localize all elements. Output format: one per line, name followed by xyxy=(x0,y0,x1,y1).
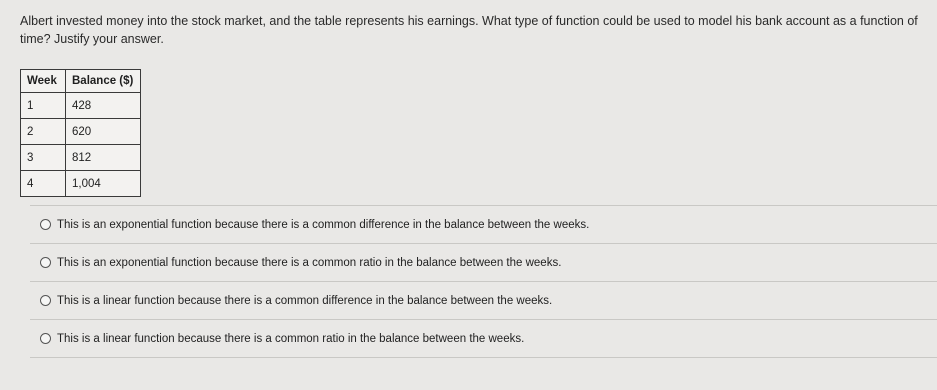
table-row xyxy=(21,145,141,171)
header-week: Week xyxy=(21,70,66,93)
cell-balance: 1,004 xyxy=(66,171,141,197)
answer-option-label: This is an exponential function because there is a common ratio in the balance between the weeks. xyxy=(57,256,562,269)
table-row xyxy=(21,119,141,145)
radio-button-icon[interactable] xyxy=(40,219,51,230)
cell-week: 1 xyxy=(21,93,66,119)
answer-option-4[interactable] xyxy=(30,319,937,358)
answer-options xyxy=(30,205,937,358)
cell-week: 4 xyxy=(21,171,66,197)
table-header-row xyxy=(21,70,141,93)
cell-week: 2 xyxy=(21,119,66,145)
cell-balance: 620 xyxy=(66,119,141,145)
answer-option-label: This is an exponential function because there is a common difference in the balance between the weeks. xyxy=(57,218,590,231)
answer-option-label: This is a linear function because there is a common difference in the balance between the weeks. xyxy=(57,294,553,307)
radio-button-icon[interactable] xyxy=(40,257,51,268)
answer-option-3[interactable] xyxy=(30,281,937,319)
radio-button-icon[interactable] xyxy=(40,295,51,306)
table-row xyxy=(21,93,141,119)
question-text: Albert invested money into the stock market, and the table represents his earnings. What type of function could be used to model his bank account as a function of time? Justify your answer. xyxy=(20,14,918,46)
cell-balance: 428 xyxy=(66,93,141,119)
cell-week: 3 xyxy=(21,145,66,171)
answer-option-label: This is a linear function because there is a common ratio in the balance between the weeks. xyxy=(57,332,525,345)
header-balance: Balance ($) xyxy=(66,70,141,93)
table-row xyxy=(21,171,141,197)
radio-button-icon[interactable] xyxy=(40,333,51,344)
cell-balance: 812 xyxy=(66,145,141,171)
data-table xyxy=(20,69,141,197)
answer-option-1[interactable] xyxy=(30,205,937,243)
answer-option-2[interactable] xyxy=(30,243,937,281)
